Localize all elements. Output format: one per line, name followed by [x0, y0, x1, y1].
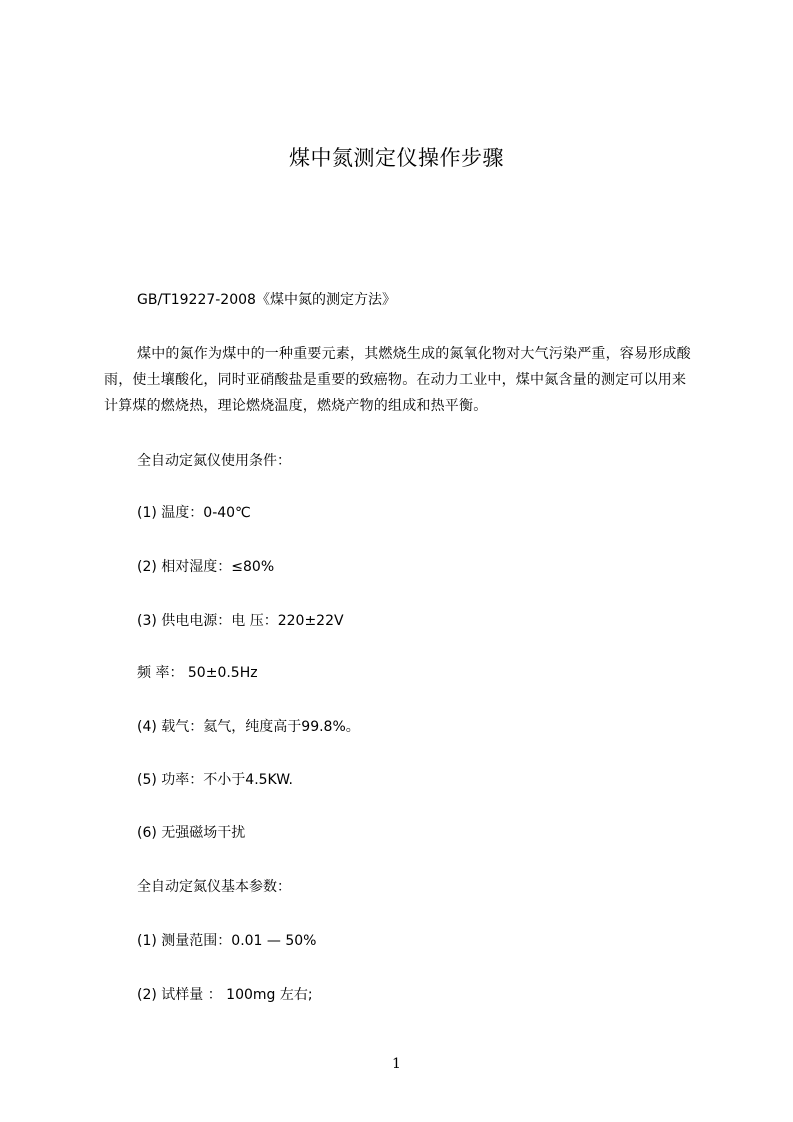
- param-item-range: (1) 测量范围：0.01 — 50%: [137, 933, 317, 949]
- condition-item-frequency: 频 率： 50±0.5Hz: [137, 665, 258, 681]
- document-title: 煤中氮测定仪操作步骤: [289, 146, 504, 170]
- standard-reference: GB/T19227-2008《煤中氮的测定方法》: [137, 292, 396, 308]
- condition-item-magnetic-field: (6) 无强磁场干扰: [137, 825, 246, 841]
- params-heading: 全自动定氮仪基本参数：: [137, 879, 291, 895]
- param-item-sample-amount: (2) 试样量 ： 100mg 左右;: [137, 987, 313, 1003]
- condition-item-temperature: (1) 温度：0-40℃: [137, 505, 251, 521]
- page-number: 1: [392, 1056, 401, 1072]
- condition-item-power-voltage: (3) 供电电源：电 压：220±22V: [137, 613, 344, 629]
- intro-paragraph: 煤中的氮作为煤中的一种重要元素，其燃烧生成的氮氧化物对大气污染严重，容易形成酸雨，使土壤酸化，同时亚硝酸盐是重要的致癌物。在动力工业中，煤中氮含量的测定可以用来计算煤的燃烧热，理论燃烧温度，燃烧产物的组成和热平衡。: [104, 346, 691, 414]
- condition-item-power: (5) 功率：不小于4.5KW.: [137, 772, 293, 788]
- condition-item-carrier-gas: (4) 载气：氦气，纯度高于99.8%。: [137, 719, 360, 735]
- conditions-heading: 全自动定氮仪使用条件：: [137, 453, 291, 469]
- condition-item-humidity: (2) 相对湿度：≤80%: [137, 559, 275, 575]
